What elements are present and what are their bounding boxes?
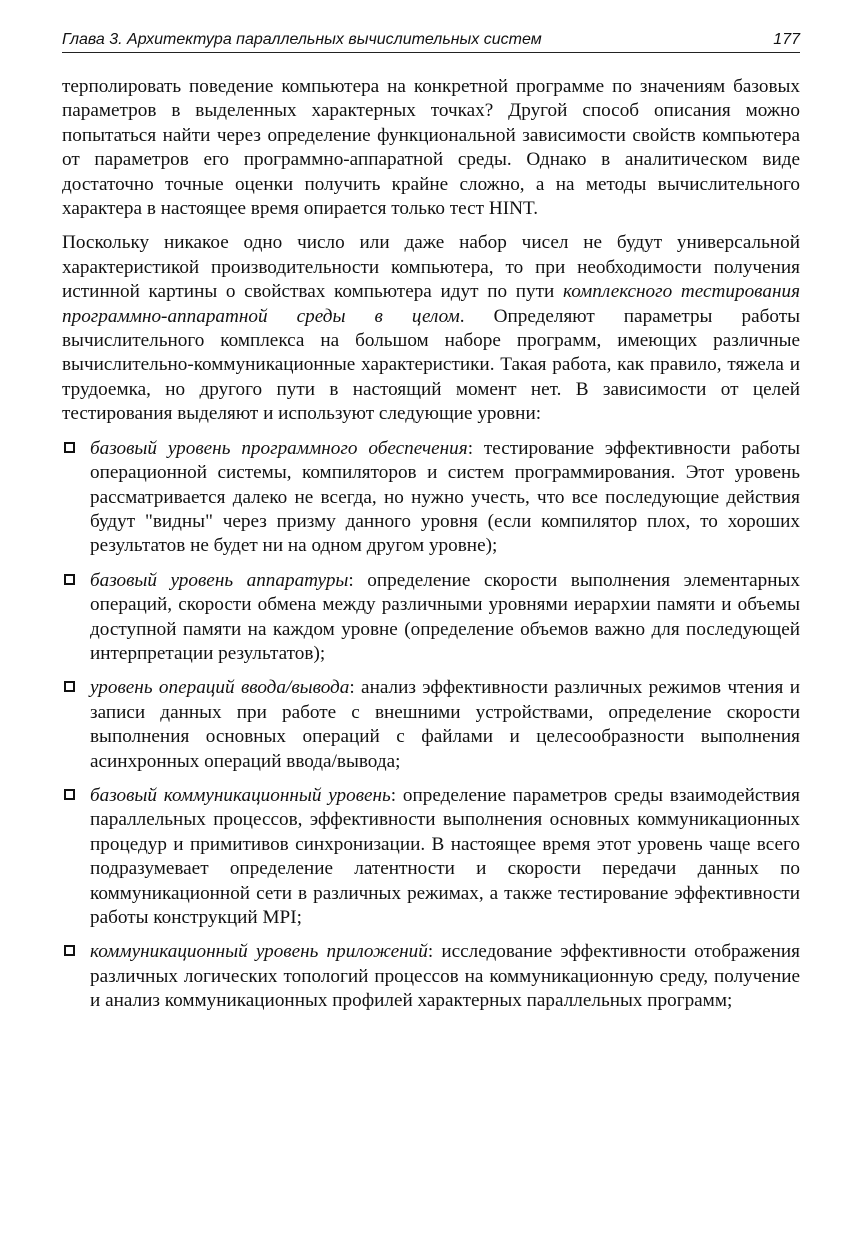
levels-list xyxy=(62,437,800,1014)
list-item-text: : определение скорости выполнения элементарных операций, скорости обмена между различными уровнями иерархии памяти и объемы доступной памяти на каждом уровне (определение объемов важно для последующей интерпретации результатов); xyxy=(90,569,800,664)
emphasis-term: комплексного тестирования программно-аппаратной среды в целом xyxy=(62,281,800,327)
checkbox-bullet-icon xyxy=(64,945,75,956)
list-item-term: базовый коммуникационный уровень xyxy=(90,784,391,806)
list-item-text: : тестирование эффективности работы операционной системы, компиляторов и систем программирования. Этот уровень рассматривается далеко не всегда, но нужно учесть, что все последующие действия будут "видны" через призму данного уровня (если компилятор плох, то хороших результатов не будет ни на одном другом уровне); xyxy=(90,437,800,557)
list-item-term: базовый уровень программного обеспечения xyxy=(90,437,468,459)
list-item-text: : исследование эффективности отображения различных логических топологий процессов на коммуникационную среду, получение и анализ коммуникационных профилей характерных параллельных программ; xyxy=(90,941,800,1012)
paragraph-2 xyxy=(62,231,800,426)
list-item xyxy=(62,437,800,559)
running-head xyxy=(62,30,800,53)
list-item xyxy=(62,784,800,930)
paragraph-text: терполировать поведение компьютера на конкретной программе по значениям базовых параметров в выделенных характерных точках? Другой способ описания можно попытаться найти через определение функциональной зависимости свойств компьютера от параметров его программно-аппаратной среды. Однако в аналитическом виде достаточно точные оценки получить крайне сложно, а на методы вычислительного характера в настоящее время опирается только тест HINT. xyxy=(62,76,800,220)
list-item-term: коммуникационный уровень приложений xyxy=(90,941,428,963)
paragraph-text: Поскольку никакое одно число или даже набор чисел не будут универсальной характеристикой производительности компьютера, то при необходимости получения истинной картины о свойствах компьютера идут по пути xyxy=(62,232,800,303)
list-item-term: уровень операций ввода/вывода xyxy=(90,677,350,699)
list-item-text: : определение параметров среды взаимодействия параллельных процессов, эффективности выполнения основных коммуникационных процедур и примитивов синхронизации. В настоящее время этот уровень чаще всего подразумевает определение латентности и скорости передачи данных по коммуникационной сети в различных режимах, а также тестирование эффективности работы конструкций MPI; xyxy=(90,784,800,928)
checkbox-bullet-icon xyxy=(64,442,75,453)
checkbox-bullet-icon xyxy=(64,574,75,585)
list-item xyxy=(62,569,800,667)
paragraph-text: . Определяют параметры работы вычислительного комплекса на большом наборе программ, имеющих различные вычислительно-коммуникационные характеристики. Такая работа, как правило, тяжела и трудоемка, но другого пути в настоящий момент нет. В зависимости от целей тестирования выделяют и используют следующие уровни: xyxy=(62,305,800,425)
list-item xyxy=(62,676,800,774)
list-item-text: : анализ эффективности различных режимов чтения и записи данных при работе с внешними устройствами, определение скорости выполнения основных операций с файлами и целесообразности выполнения асинхронных операций ввода/вывода; xyxy=(90,677,800,772)
body-text xyxy=(62,75,800,1014)
list-item-term: базовый уровень аппаратуры xyxy=(90,569,349,591)
paragraph-1 xyxy=(62,75,800,221)
list-item xyxy=(62,940,800,1013)
book-page xyxy=(62,30,800,1024)
checkbox-bullet-icon xyxy=(64,681,75,692)
chapter-title: Глава 3. Архитектура параллельных вычислительных систем xyxy=(62,31,542,48)
checkbox-bullet-icon xyxy=(64,789,75,800)
page-number: 177 xyxy=(773,31,800,48)
